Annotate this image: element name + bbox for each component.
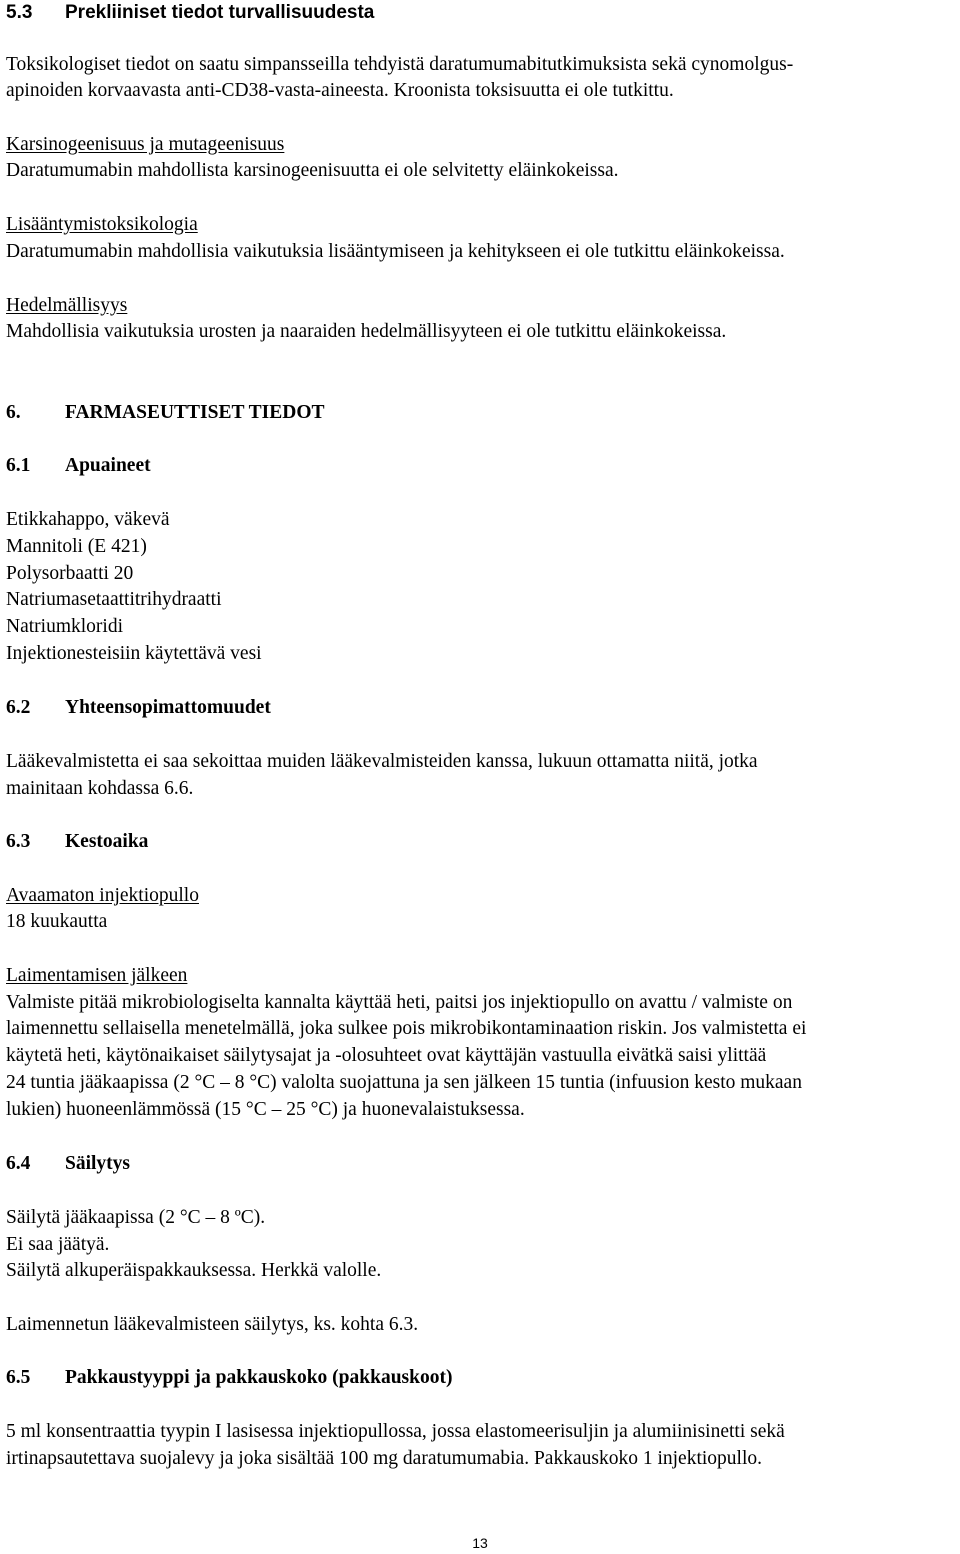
excipient-item: Etikkahappo, väkevä [6, 509, 170, 530]
excipient-item: Polysorbaatti 20 [6, 563, 134, 584]
storage-line: Ei saa jäätyä. [6, 1234, 110, 1255]
paragraph-line: Daratumumabin mahdollista karsinogeenisuutta ei ole selvitetty eläinkokeissa. [6, 160, 619, 181]
subheading-after-dilution: Laimentamisen jälkeen [6, 965, 188, 986]
paragraph-line: irtinapsautettava suojalevy ja joka sisältää 100 mg daratumumabia. Pakkauskoko 1 injektiopullo. [6, 1448, 762, 1469]
paragraph-line: Toksikologiset tiedot on saatu simpansseilla tehdyistä daratumumabitutkimuksista sekä cynomolgus- [6, 54, 794, 75]
paragraph-line: lukien) huoneenlämmössä (15 °C – 25 °C) ja huonevalaistuksessa. [6, 1099, 525, 1120]
section-number-6-1: 6.1 [6, 455, 31, 476]
paragraph-line: 5 ml konsentraattia tyypin I lasisessa injektiopullossa, jossa elastomeerisuljin ja alumiinisinetti sekä [6, 1421, 785, 1442]
section-title-storage: Säilytys [65, 1153, 131, 1174]
section-title-excipients: Apuaineet [65, 455, 151, 476]
subheading-carcinogenicity: Karsinogeenisuus ja mutageenisuus [6, 134, 285, 155]
subheading-unopened-vial: Avaamaton injektiopullo [6, 885, 199, 906]
section-title-incompatibilities: Yhteensopimattomuudet [65, 697, 271, 718]
section-title-packaging: Pakkaustyyppi ja pakkauskoko (pakkauskoot) [65, 1367, 453, 1388]
paragraph-line: Mahdollisia vaikutuksia urosten ja naaraiden hedelmällisyyteen ei ole tutkittu eläinkokeissa. [6, 321, 727, 342]
section-number-5-3: 5.3 [6, 2, 33, 23]
section-title-pharmaceutical: FARMASEUTTISET TIEDOT [65, 402, 325, 423]
paragraph-line: 18 kuukautta [6, 911, 108, 932]
paragraph-line: Lääkevalmistetta ei saa sekoittaa muiden lääkevalmisteiden kanssa, lukuun ottamatta niitä, jotka [6, 751, 758, 772]
section-number-6-3: 6.3 [6, 831, 31, 852]
paragraph-line: Daratumumabin mahdollisia vaikutuksia lisääntymiseen ja kehitykseen ei ole tutkittu eläinkokeissa. [6, 241, 785, 262]
section-number-6: 6. [6, 402, 21, 423]
section-title-shelf-life: Kestoaika [65, 831, 149, 852]
excipient-item: Natriumasetaattitrihydraatti [6, 589, 222, 610]
section-number-6-2: 6.2 [6, 697, 31, 718]
section-number-6-5: 6.5 [6, 1367, 31, 1388]
paragraph-line: käytetä heti, käytönaikaiset säilytysajat ja -olosuhteet ovat käyttäjän vastuulla eivätkä saisi ylittää [6, 1045, 767, 1066]
paragraph-line: laimennettu sellaisella menetelmällä, joka sulkee pois mikrobikontaminaation riskin. Jos valmistetta ei [6, 1018, 807, 1039]
excipient-item: Injektionesteisiin käytettävä vesi [6, 643, 262, 664]
paragraph-line: mainitaan kohdassa 6.6. [6, 778, 194, 799]
paragraph-line: apinoiden korvaavasta anti-CD38-vasta-aineesta. Kroonista toksisuutta ei ole tutkittu. [6, 80, 674, 101]
excipient-item: Mannitoli (E 421) [6, 536, 147, 557]
paragraph-line: 24 tuntia jääkaapissa (2 °C – 8 °C) valolta suojattuna ja sen jälkeen 15 tuntia (infuusion kesto mukaan [6, 1072, 802, 1093]
subheading-reproductive: Lisääntymistoksikologia [6, 214, 198, 235]
section-title-preclinical: Prekliiniset tiedot turvallisuudesta [65, 2, 375, 23]
page-number: 13 [472, 1535, 488, 1551]
excipient-item: Natriumkloridi [6, 616, 123, 637]
storage-diluted-note: Laimennetun lääkevalmisteen säilytys, ks. kohta 6.3. [6, 1314, 419, 1335]
section-number-6-4: 6.4 [6, 1153, 31, 1174]
storage-line: Säilytä alkuperäispakkauksessa. Herkkä valolle. [6, 1260, 382, 1281]
storage-line: Säilytä jääkaapissa (2 °C – 8 ºC). [6, 1207, 266, 1228]
subheading-fertility: Hedelmällisyys [6, 295, 128, 316]
paragraph-line: Valmiste pitää mikrobiologiselta kannalta käyttää heti, paitsi jos injektiopullo on avattu / valmiste on [6, 992, 793, 1013]
